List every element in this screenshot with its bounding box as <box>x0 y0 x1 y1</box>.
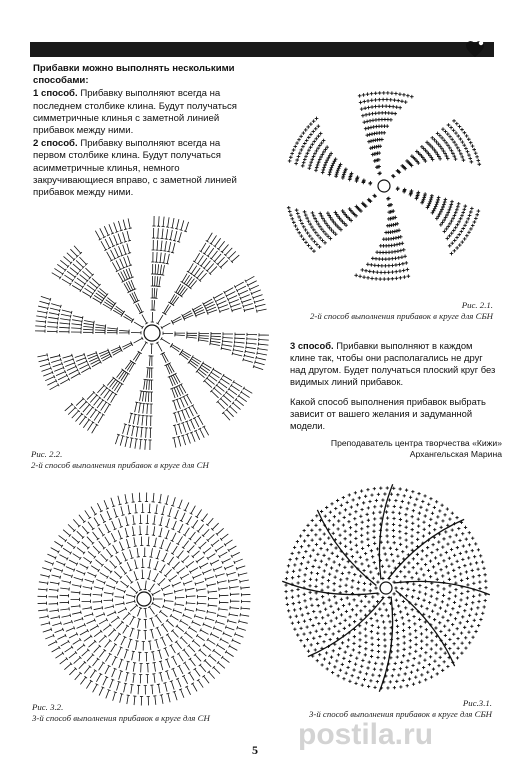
credit <box>310 438 502 460</box>
caption-fig-3-2-text: 3-й способ выполнения прибавок в круге для СН <box>32 713 210 723</box>
intro-lead: Прибавки можно выполнять несколькими способами: <box>33 63 235 87</box>
caption-fig-3-1 <box>280 698 492 720</box>
credit-line-1: Преподаватель центра творчества «Кижи» <box>330 438 502 448</box>
method-3-question: Какой способ выполнения прибавок выбрать зависит от вашего желания и задуманной модели. <box>290 396 486 431</box>
caption-fig-2-1-text: 2-й способ выполнения прибавок в круге для СБН <box>310 311 493 321</box>
caption-fig-3-2-num: Рис. 3.2. <box>32 702 64 712</box>
caption-fig-2-2-num: Рис. 2.2. <box>31 449 63 459</box>
caption-fig-3-2 <box>32 702 272 724</box>
diagram-fig-2-2 <box>30 213 276 453</box>
method-2-text: Прибавку выполняют всегда на первом столбике клина. Будут получаться асимметричные клинья, немного закручивающиеся вправо, с заметной линией прибавок между ними. <box>33 138 237 199</box>
credit-line-2: Архангельская Марина <box>409 449 502 459</box>
method-1-paragraph <box>33 88 239 137</box>
caption-fig-3-1-text: 3-й способ выполнения прибавок в круге для СБН <box>309 709 492 719</box>
method-3-description: Прибавки выполняют в каждом клине так, чтобы они располагались не друг над другом. Будет получаться плоский круг без видимых линий прибавок. <box>290 340 496 387</box>
heart-ornament-icon <box>462 36 488 60</box>
method-3-text <box>290 340 500 440</box>
method-3-label: 3 способ. <box>290 340 334 351</box>
page-number: 5 <box>252 743 258 757</box>
caption-fig-2-1 <box>283 300 493 322</box>
method-2-paragraph <box>33 138 239 199</box>
caption-fig-2-2-text: 2-й способ выполнения прибавок в круге для СН <box>31 460 209 470</box>
method-2-label: 2 способ. <box>33 138 78 150</box>
caption-fig-3-1-num: Рис.3.1. <box>462 698 492 708</box>
intro-text <box>33 63 239 200</box>
watermark: postila.ru <box>298 718 434 751</box>
caption-fig-2-1-num: Рис. 2.1. <box>461 300 493 310</box>
diagram-fig-3-2 <box>28 487 262 711</box>
caption-fig-2-2 <box>31 449 271 471</box>
diagram-fig-3-1 <box>272 478 500 698</box>
method-1-label: 1 способ. <box>33 88 78 100</box>
method-3-paragraph <box>290 340 500 388</box>
header-bar <box>30 42 494 57</box>
diagram-fig-2-1 <box>262 80 508 296</box>
method-1-text: Прибавку выполняют всегда на последнем столбике клина. Будут получаться симметричные клинья с заметной линией прибавок между ними. <box>33 88 237 137</box>
